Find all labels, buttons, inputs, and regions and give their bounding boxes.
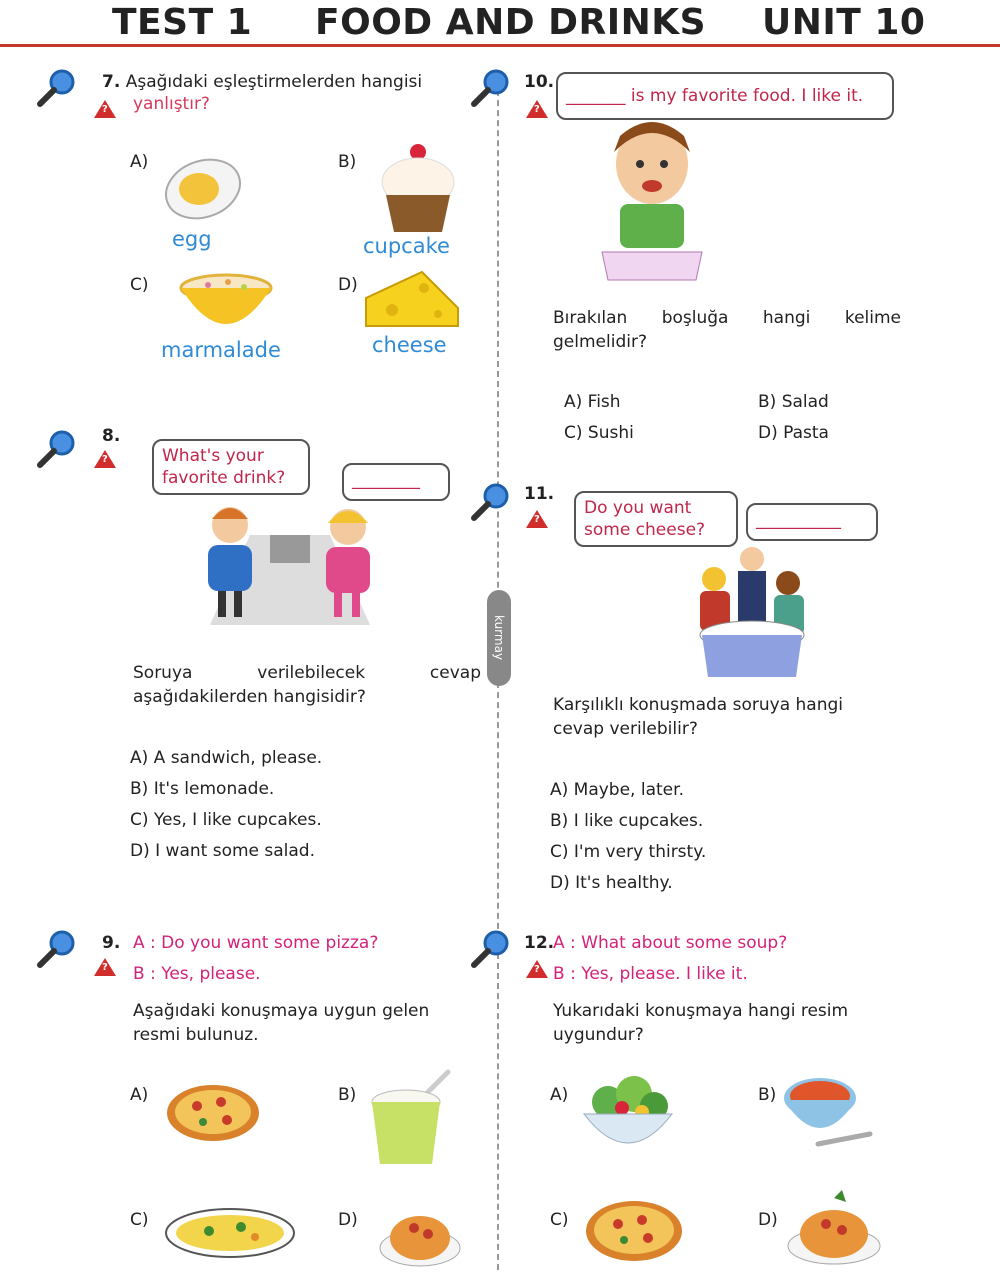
q11-question-line1: Karşılıklı konuşmada soruya hangi (553, 695, 843, 715)
pizza-icon (165, 1082, 261, 1144)
q10-option-d[interactable]: D) Pasta (758, 423, 829, 443)
warning-icon: ? (526, 960, 548, 978)
q12-question-line2: uygundur? (553, 1025, 644, 1045)
q9-question-line1: Aşağıdaki konuşmaya uygun gelen (133, 1001, 430, 1021)
page-header (0, 0, 1000, 48)
warning-icon: ? (526, 100, 548, 118)
magnifier-icon (468, 927, 514, 973)
unit-label: UNIT 10 (762, 2, 926, 43)
q11-option-b[interactable]: B) I like cupcakes. (550, 811, 704, 831)
q9-option-b-letter[interactable]: B) (338, 1085, 357, 1105)
warning-icon: ? (94, 450, 116, 468)
warning-icon: ? (526, 510, 548, 528)
q12-option-b-letter[interactable]: B) (758, 1085, 777, 1105)
magnifier-icon (34, 427, 80, 473)
q8-speech-bubble: What's your favorite drink? (152, 439, 310, 495)
test-label: TEST 1 (112, 2, 253, 43)
q8-option-b[interactable]: B) It's lemonade. (130, 779, 275, 799)
q8-question-line2: aşağıdakilerden hangisidir? (133, 687, 366, 707)
kids-walking-illustration (200, 495, 380, 631)
q7-question: 7. Aşağıdaki eşleştirmelerden hangisi (102, 72, 423, 92)
q11-option-d[interactable]: D) It's healthy. (550, 873, 673, 893)
tomato-soup-icon (780, 1072, 874, 1154)
q10-option-b[interactable]: B) Salad (758, 392, 829, 412)
restaurant-table-illustration (694, 545, 810, 681)
q9-dialog-a: A : Do you want some pizza? (133, 933, 379, 953)
header-divider (0, 44, 1000, 47)
q11-speech-bubble: Do you want some cheese? (574, 491, 738, 547)
q11-answer-bubble: __________ (746, 503, 878, 541)
cereal-bowl-icon (178, 270, 274, 336)
q11-option-a[interactable]: A) Maybe, later. (550, 780, 684, 800)
q10-question-line1: Bırakılan boşluğa hangi kelime (553, 308, 901, 328)
page-title: FOOD AND DRINKS (315, 2, 707, 43)
q7-word-egg: egg (172, 227, 212, 251)
q12-dialog-b: B : Yes, please. I like it. (553, 964, 748, 984)
magnifier-icon (34, 927, 80, 973)
q8-question-line1: Soruya verilebilecek cevap (133, 663, 481, 683)
q9-dialog-b: B : Yes, please. (133, 964, 261, 984)
magnifier-icon (468, 66, 514, 112)
q7-option-d-letter[interactable]: D) (338, 275, 358, 295)
q11-number: 11. (524, 484, 555, 504)
q7-question-emphasis: yanlıştır? (133, 94, 210, 114)
q7-option-b-letter[interactable]: B) (338, 152, 357, 172)
q12-question-line1: Yukarıdaki konuşmaya hangi resim (553, 1001, 849, 1021)
cupcake-icon (378, 140, 458, 235)
yogurt-cup-icon (370, 1068, 454, 1166)
q9-option-a-letter[interactable]: A) (130, 1085, 149, 1105)
spaghetti-icon (378, 1198, 462, 1270)
q12-option-d-letter[interactable]: D) (758, 1210, 778, 1230)
q12-option-c-letter[interactable]: C) (550, 1210, 569, 1230)
brand-tab: kurmay (487, 590, 511, 686)
egg-icon (163, 155, 243, 223)
warning-icon: ? (94, 958, 116, 976)
q7-option-a-letter[interactable]: A) (130, 152, 149, 172)
q10-number: 10. (524, 72, 555, 92)
q8-answer-bubble: ________ (342, 463, 450, 501)
q8-option-a[interactable]: A) A sandwich, please. (130, 748, 323, 768)
magnifier-icon (468, 480, 514, 526)
q8-option-d[interactable]: D) I want some salad. (130, 841, 315, 861)
magnifier-icon (34, 66, 80, 112)
spaghetti-icon (786, 1188, 882, 1268)
q8-number: 8. (102, 426, 121, 446)
q12-option-a-letter[interactable]: A) (550, 1085, 569, 1105)
q11-question-line2: cevap verilebilir? (553, 719, 698, 739)
q7-word-cupcake: cupcake (363, 234, 450, 258)
q8-option-c[interactable]: C) Yes, I like cupcakes. (130, 810, 322, 830)
q9-question-line2: resmi bulunuz. (133, 1025, 259, 1045)
pizza-icon (584, 1198, 684, 1264)
cheese-icon (362, 268, 462, 330)
q7-word-marmalade: marmalade (161, 338, 281, 362)
q9-option-c-letter[interactable]: C) (130, 1210, 149, 1230)
q9-option-d-letter[interactable]: D) (338, 1210, 358, 1230)
q11-option-c[interactable]: C) I'm very thirsty. (550, 842, 707, 862)
q10-option-c[interactable]: C) Sushi (564, 423, 634, 443)
warning-icon: ? (94, 100, 116, 118)
q7-word-cheese: cheese (372, 333, 447, 357)
q12-number: 12. (524, 933, 555, 953)
q12-dialog-a: A : What about some soup? (553, 933, 788, 953)
salad-bowl-icon (578, 1072, 678, 1156)
q10-speech-bubble: _______ is my favorite food. I like it. (556, 72, 894, 120)
q10-option-a[interactable]: A) Fish (564, 392, 621, 412)
boy-eating-illustration (600, 118, 704, 282)
q9-number: 9. (102, 933, 121, 953)
soup-bowl-icon (163, 1205, 297, 1269)
q10-question-line2: gelmelidir? (553, 332, 647, 352)
q7-option-c-letter[interactable]: C) (130, 275, 149, 295)
